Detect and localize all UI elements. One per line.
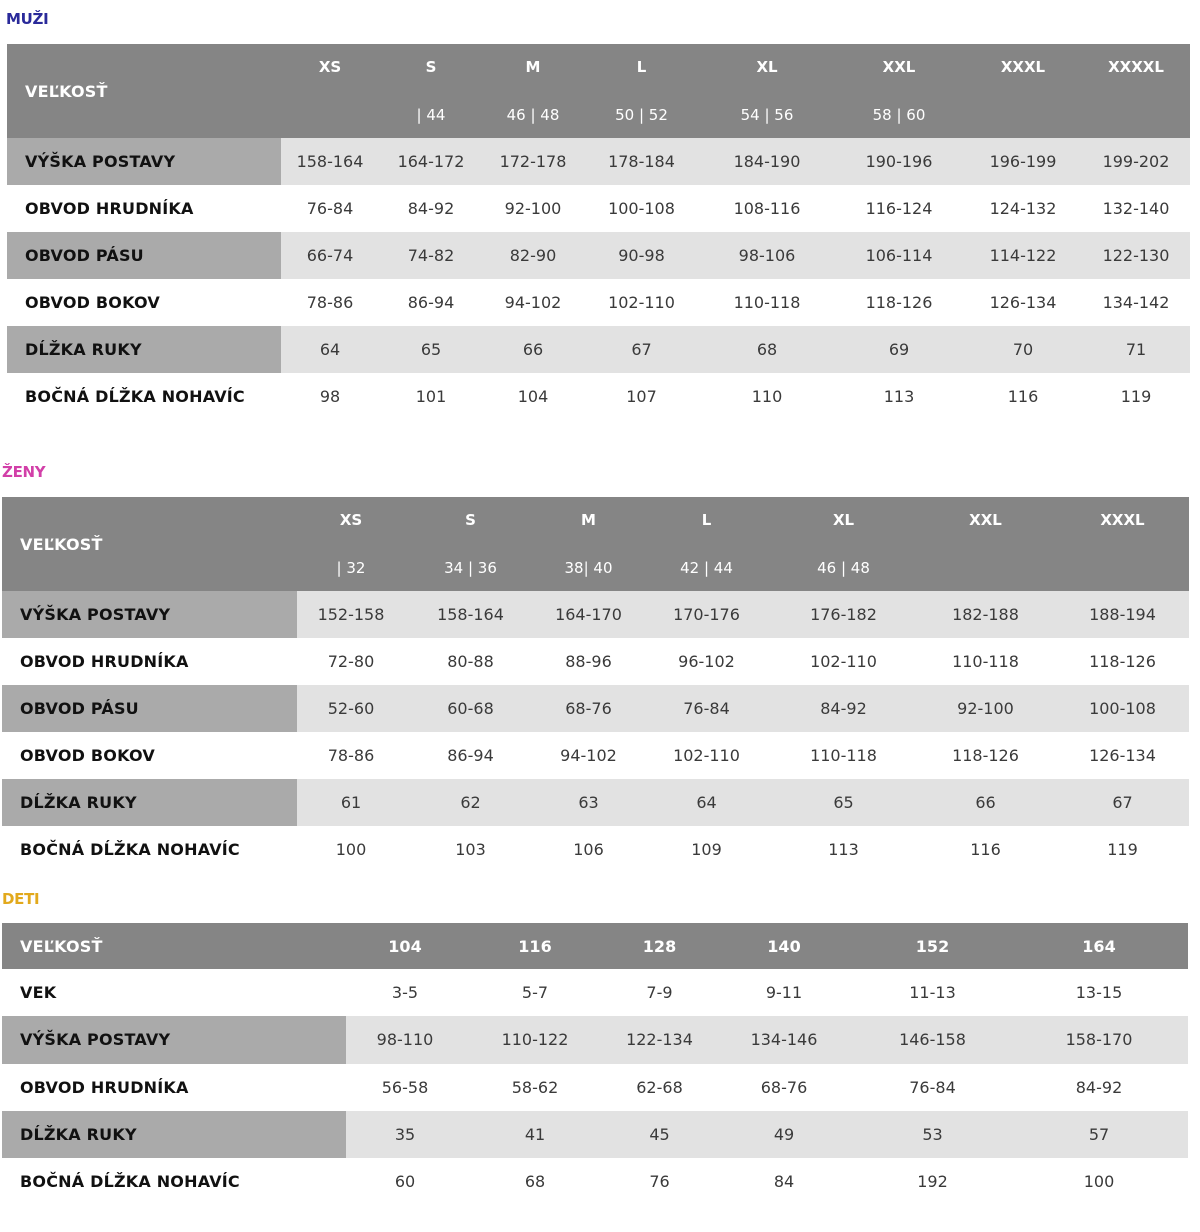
value-cell: 78-86: [281, 279, 379, 326]
value-cell: 68-76: [713, 1064, 855, 1111]
header-row: [2, 923, 1188, 969]
value-cell: 196-199: [964, 138, 1082, 185]
row-label: OBVOD BOKOV: [2, 732, 297, 779]
value-cell: 9-11: [713, 969, 855, 1016]
value-cell: 86-94: [379, 279, 483, 326]
value-cell: 134-142: [1082, 279, 1190, 326]
value-cell: 103: [405, 826, 536, 873]
value-cell: 118-126: [834, 279, 964, 326]
value-cell: 11-13: [855, 969, 1010, 1016]
eu-size: 46 | 48: [817, 559, 870, 577]
row-label: BOČNÁ DĹŽKA NOHAVÍC: [7, 373, 281, 420]
value-cell: 96-102: [641, 638, 772, 685]
table-row: [7, 138, 1190, 185]
eu-size: 42 | 44: [680, 559, 733, 577]
table-row: [2, 1064, 1188, 1111]
value-cell: 62-68: [606, 1064, 713, 1111]
value-cell: 45: [606, 1111, 713, 1158]
value-cell: 70: [964, 326, 1082, 373]
size-header-cell: [964, 44, 1082, 138]
value-cell: 106-114: [834, 232, 964, 279]
table-row: [2, 685, 1189, 732]
table-row: [2, 1016, 1188, 1063]
row-label: VEK: [2, 969, 346, 1016]
value-cell: 98: [281, 373, 379, 420]
size-code: S: [425, 58, 437, 76]
value-cell: 158-170: [1010, 1016, 1188, 1063]
size-label: VEĽKOSŤ: [2, 923, 346, 969]
value-cell: 80-88: [405, 638, 536, 685]
size-code: XXL: [969, 511, 1002, 529]
value-cell: 52-60: [297, 685, 405, 732]
size-code: M: [525, 58, 541, 76]
value-cell: 69: [834, 326, 964, 373]
size-code: 140: [713, 923, 855, 969]
value-cell: 63: [536, 779, 641, 826]
value-cell: 65: [379, 326, 483, 373]
table-row: [2, 779, 1189, 826]
value-cell: 158-164: [405, 591, 536, 638]
value-cell: 122-134: [606, 1016, 713, 1063]
table-row: [2, 638, 1189, 685]
size-code: 152: [855, 923, 1010, 969]
size-header-cell: [700, 44, 834, 138]
table-row: [2, 969, 1188, 1016]
eu-size: 34 | 36: [444, 559, 497, 577]
value-cell: 66: [915, 779, 1056, 826]
eu-size: [915, 559, 1056, 577]
value-cell: 184-190: [700, 138, 834, 185]
value-cell: 110-118: [772, 732, 915, 779]
table-row: [2, 591, 1189, 638]
value-cell: 172-178: [483, 138, 583, 185]
men-section-title: MUŽI: [6, 10, 49, 28]
value-cell: 100: [1010, 1158, 1188, 1205]
value-cell: 5-7: [464, 969, 606, 1016]
value-cell: 134-146: [713, 1016, 855, 1063]
value-cell: 35: [346, 1111, 464, 1158]
eu-size: 54 | 56: [740, 106, 794, 124]
row-label: DĹŽKA RUKY: [7, 326, 281, 373]
size-header-cell: [834, 44, 964, 138]
value-cell: 190-196: [834, 138, 964, 185]
size-code: S: [465, 511, 476, 529]
value-cell: 56-58: [346, 1064, 464, 1111]
eu-size: [1082, 106, 1190, 124]
value-cell: 67: [583, 326, 700, 373]
value-cell: 102-110: [772, 638, 915, 685]
size-code: XXL: [882, 58, 916, 76]
size-header-cell: [536, 497, 641, 591]
table-row: [2, 1158, 1188, 1205]
size-header-cell: [1082, 44, 1190, 138]
size-code: 116: [464, 923, 606, 969]
value-cell: 58-62: [464, 1064, 606, 1111]
value-cell: 60-68: [405, 685, 536, 732]
value-cell: 158-164: [281, 138, 379, 185]
value-cell: 114-122: [964, 232, 1082, 279]
value-cell: 57: [1010, 1111, 1188, 1158]
header-row: [2, 497, 1189, 591]
value-cell: 178-184: [583, 138, 700, 185]
row-label: OBVOD PÁSU: [2, 685, 297, 732]
eu-size: 46 | 48: [506, 106, 560, 124]
value-cell: 84-92: [379, 185, 483, 232]
value-cell: 68: [464, 1158, 606, 1205]
value-cell: 110-118: [700, 279, 834, 326]
value-cell: 41: [464, 1111, 606, 1158]
eu-size: [1056, 559, 1189, 577]
size-header-cell: [583, 44, 700, 138]
value-cell: 67: [1056, 779, 1189, 826]
value-cell: 94-102: [483, 279, 583, 326]
value-cell: 3-5: [346, 969, 464, 1016]
size-code: XXXL: [1100, 511, 1145, 529]
value-cell: 76-84: [641, 685, 772, 732]
value-cell: 107: [583, 373, 700, 420]
row-label: VÝŠKA POSTAVY: [2, 591, 297, 638]
value-cell: 100-108: [1056, 685, 1189, 732]
size-code: 128: [606, 923, 713, 969]
value-cell: 116-124: [834, 185, 964, 232]
value-cell: 102-110: [583, 279, 700, 326]
size-code: 104: [346, 923, 464, 969]
eu-size: 58 | 60: [872, 106, 926, 124]
table-row: [7, 185, 1190, 232]
header-row: [7, 44, 1190, 138]
row-label: DĹŽKA RUKY: [2, 1111, 346, 1158]
value-cell: 113: [772, 826, 915, 873]
value-cell: 108-116: [700, 185, 834, 232]
value-cell: 60: [346, 1158, 464, 1205]
size-code: XL: [756, 58, 778, 76]
value-cell: 84-92: [772, 685, 915, 732]
value-cell: 66-74: [281, 232, 379, 279]
value-cell: 7-9: [606, 969, 713, 1016]
row-label: OBVOD HRUDNÍKA: [2, 638, 297, 685]
value-cell: 64: [281, 326, 379, 373]
value-cell: 113: [834, 373, 964, 420]
women-section-title: ŽENY: [2, 463, 46, 481]
value-cell: 101: [379, 373, 483, 420]
value-cell: 188-194: [1056, 591, 1189, 638]
eu-size: | 44: [416, 106, 446, 124]
size-code: XL: [832, 511, 855, 529]
value-cell: 74-82: [379, 232, 483, 279]
value-cell: 100: [297, 826, 405, 873]
value-cell: 109: [641, 826, 772, 873]
value-cell: 152-158: [297, 591, 405, 638]
value-cell: 72-80: [297, 638, 405, 685]
value-cell: 106: [536, 826, 641, 873]
value-cell: 76-84: [855, 1064, 1010, 1111]
value-cell: 90-98: [583, 232, 700, 279]
value-cell: 116: [964, 373, 1082, 420]
eu-size: 50 | 52: [615, 106, 668, 124]
value-cell: 76: [606, 1158, 713, 1205]
value-cell: 76-84: [281, 185, 379, 232]
value-cell: 119: [1056, 826, 1189, 873]
row-label: OBVOD HRUDNÍKA: [2, 1064, 346, 1111]
value-cell: 164-172: [379, 138, 483, 185]
size-header-cell: [405, 497, 536, 591]
kids-section-title: DETI: [2, 890, 40, 908]
row-label: BOČNÁ DĹŽKA NOHAVÍC: [2, 826, 297, 873]
size-code: L: [636, 58, 647, 76]
value-cell: 110: [700, 373, 834, 420]
value-cell: 64: [641, 779, 772, 826]
size-header-cell: [281, 44, 379, 138]
value-cell: 49: [713, 1111, 855, 1158]
men-size-table: [7, 44, 1190, 420]
size-code: L: [701, 511, 712, 529]
value-cell: 170-176: [641, 591, 772, 638]
value-cell: 94-102: [536, 732, 641, 779]
value-cell: 92-100: [483, 185, 583, 232]
size-header-cell: [641, 497, 772, 591]
value-cell: 71: [1082, 326, 1190, 373]
row-label: OBVOD PÁSU: [7, 232, 281, 279]
value-cell: 146-158: [855, 1016, 1010, 1063]
row-label: VÝŠKA POSTAVY: [2, 1016, 346, 1063]
value-cell: 126-134: [1056, 732, 1189, 779]
size-header-cell: [1056, 497, 1189, 591]
value-cell: 182-188: [915, 591, 1056, 638]
value-cell: 110-122: [464, 1016, 606, 1063]
women-size-table: [2, 497, 1189, 873]
size-code: XS: [318, 58, 342, 76]
value-cell: 119: [1082, 373, 1190, 420]
table-row: [7, 373, 1190, 420]
value-cell: 122-130: [1082, 232, 1190, 279]
eu-size: [964, 106, 1082, 124]
value-cell: 199-202: [1082, 138, 1190, 185]
value-cell: 176-182: [772, 591, 915, 638]
row-label: VÝŠKA POSTAVY: [7, 138, 281, 185]
row-label: DĹŽKA RUKY: [2, 779, 297, 826]
value-cell: 110-118: [915, 638, 1056, 685]
eu-size: | 32: [336, 559, 366, 577]
value-cell: 102-110: [641, 732, 772, 779]
size-header-cell: [483, 44, 583, 138]
table-row: [7, 232, 1190, 279]
value-cell: 78-86: [297, 732, 405, 779]
value-cell: 84: [713, 1158, 855, 1205]
value-cell: 124-132: [964, 185, 1082, 232]
value-cell: 82-90: [483, 232, 583, 279]
table-row: [7, 326, 1190, 373]
size-header-cell: [297, 497, 405, 591]
size-header-cell: [379, 44, 483, 138]
row-label: BOČNÁ DĹŽKA NOHAVÍC: [2, 1158, 346, 1205]
value-cell: 98-106: [700, 232, 834, 279]
kids-size-table: [2, 923, 1188, 1205]
row-label: OBVOD BOKOV: [7, 279, 281, 326]
row-label: OBVOD HRUDNÍKA: [7, 185, 281, 232]
value-cell: 68-76: [536, 685, 641, 732]
value-cell: 92-100: [915, 685, 1056, 732]
size-header-cell: [772, 497, 915, 591]
eu-size: [281, 106, 379, 124]
table-row: [2, 732, 1189, 779]
table-row: [7, 279, 1190, 326]
value-cell: 118-126: [1056, 638, 1189, 685]
value-cell: 192: [855, 1158, 1010, 1205]
table-row: [2, 826, 1189, 873]
value-cell: 65: [772, 779, 915, 826]
value-cell: 66: [483, 326, 583, 373]
size-code: XXXL: [1000, 58, 1046, 76]
size-header-cell: [915, 497, 1056, 591]
value-cell: 132-140: [1082, 185, 1190, 232]
value-cell: 116: [915, 826, 1056, 873]
eu-size: 38| 40: [564, 559, 613, 577]
size-label: VEĽKOSŤ: [2, 497, 297, 591]
value-cell: 88-96: [536, 638, 641, 685]
value-cell: 61: [297, 779, 405, 826]
value-cell: 164-170: [536, 591, 641, 638]
value-cell: 53: [855, 1111, 1010, 1158]
value-cell: 13-15: [1010, 969, 1188, 1016]
value-cell: 62: [405, 779, 536, 826]
value-cell: 84-92: [1010, 1064, 1188, 1111]
value-cell: 68: [700, 326, 834, 373]
size-label: VEĽKOSŤ: [7, 44, 281, 138]
value-cell: 100-108: [583, 185, 700, 232]
size-code: XXXXL: [1108, 58, 1164, 76]
size-code: XS: [339, 511, 363, 529]
table-row: [2, 1111, 1188, 1158]
value-cell: 118-126: [915, 732, 1056, 779]
value-cell: 126-134: [964, 279, 1082, 326]
value-cell: 104: [483, 373, 583, 420]
value-cell: 98-110: [346, 1016, 464, 1063]
size-code: M: [581, 511, 596, 529]
value-cell: 86-94: [405, 732, 536, 779]
size-code: 164: [1010, 923, 1188, 969]
